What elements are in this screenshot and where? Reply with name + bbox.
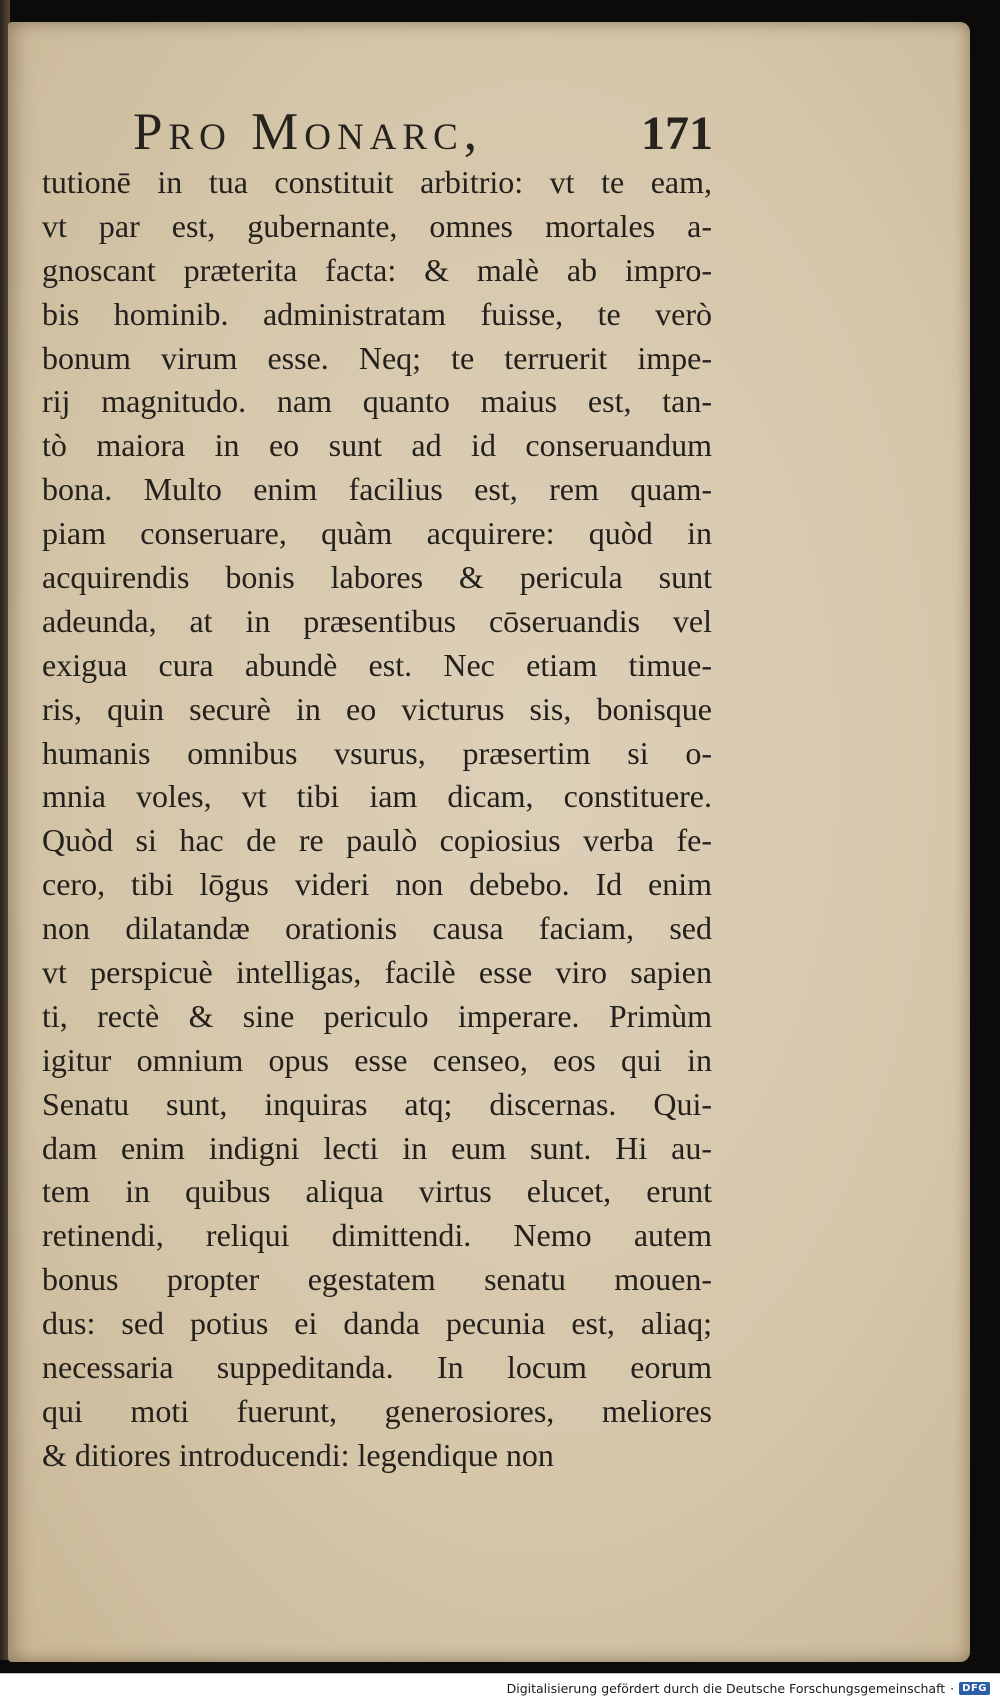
text-line: Senatu sunt, inquiras atq; discernas. Qui- (42, 1085, 712, 1122)
text-line: qui moti fuerunt, generosiores, meliores (42, 1392, 712, 1429)
dfg-logo-icon: DFG (959, 1682, 990, 1695)
text-line: tò maiora in eo sunt ad id conseruandum (42, 427, 712, 464)
text-line: piam conseruare, quàm acquirere: quòd in (42, 515, 712, 552)
text-line: vt perspicuè intelligas, facilè esse viro sapien (42, 954, 712, 991)
text-line: ti, rectè & sine periculo imperare. Primùm (42, 997, 712, 1034)
text-line: humanis omnibus vsurus, præsertim si o- (42, 734, 712, 771)
text-line: exigua cura abundè est. Nec etiam timue- (42, 646, 712, 683)
text-line: rij magnitudo. nam quanto maius est, tan- (42, 383, 712, 420)
digitization-footer (0, 1673, 1000, 1708)
text-line: adeunda, at in præsentibus cōseruandis vel (42, 602, 712, 639)
text-line: bona. Multo enim facilius est, rem quam- (42, 471, 712, 508)
text-line: gnoscant præterita facta: & malè ab impro- (42, 251, 712, 288)
page-number: 171 (641, 107, 713, 160)
text-line: dam enim indigni lecti in eum sunt. Hi au- (42, 1129, 712, 1166)
text-line: non dilatandæ orationis causa faciam, sed (42, 910, 712, 947)
text-line: bis hominib. administratam fuisse, te verò (42, 295, 712, 332)
text-line: necessaria suppeditanda. In locum eorum (42, 1349, 712, 1386)
text-line: ris, quin securè in eo victurus sis, bonisque (42, 690, 712, 727)
book-page (8, 22, 970, 1662)
text-line: bonus propter egestatem senatu mouen- (42, 1261, 712, 1298)
body-text (42, 161, 712, 1478)
text-line: acquirendis bonis labores & pericula sunt (42, 559, 712, 596)
text-line: vt par est, gubernante, omnes mortales a- (42, 207, 712, 244)
text-line: dus: sed potius ei danda pecunia est, aliaq; (42, 1305, 712, 1342)
text-line: retinendi, reliqui dimittendi. Nemo autem (42, 1217, 712, 1254)
text-line: cero, tibi lōgus videri non debebo. Id enim (42, 866, 712, 903)
text-line: tem in quibus aliqua virtus elucet, erunt (42, 1173, 712, 1210)
funding-credit-text: Digitalisierung gefördert durch die Deutsche Forschungsgemeinschaft (506, 1681, 946, 1696)
text-line: Quòd si hac de re paulò copiosius verba fe- (42, 822, 712, 859)
text-line: tutionē in tua constituit arbitrio: vt te eam, (42, 164, 712, 200)
text-line: igitur omnium opus esse censeo, eos qui in (42, 1041, 712, 1078)
funding-credit: Digitalisierung gefördert durch die Deutsche Forschungsgemeinschaft · DFG (507, 1681, 990, 1696)
running-head: Pro Monarc, (133, 103, 484, 161)
text-line: & ditiores introducendi: legendique non (42, 1436, 554, 1473)
text-line: mnia voles, vt tibi iam dicam, constituere. (42, 778, 712, 815)
text-line: bonum virum esse. Neq; te terruerit impe- (42, 339, 712, 376)
